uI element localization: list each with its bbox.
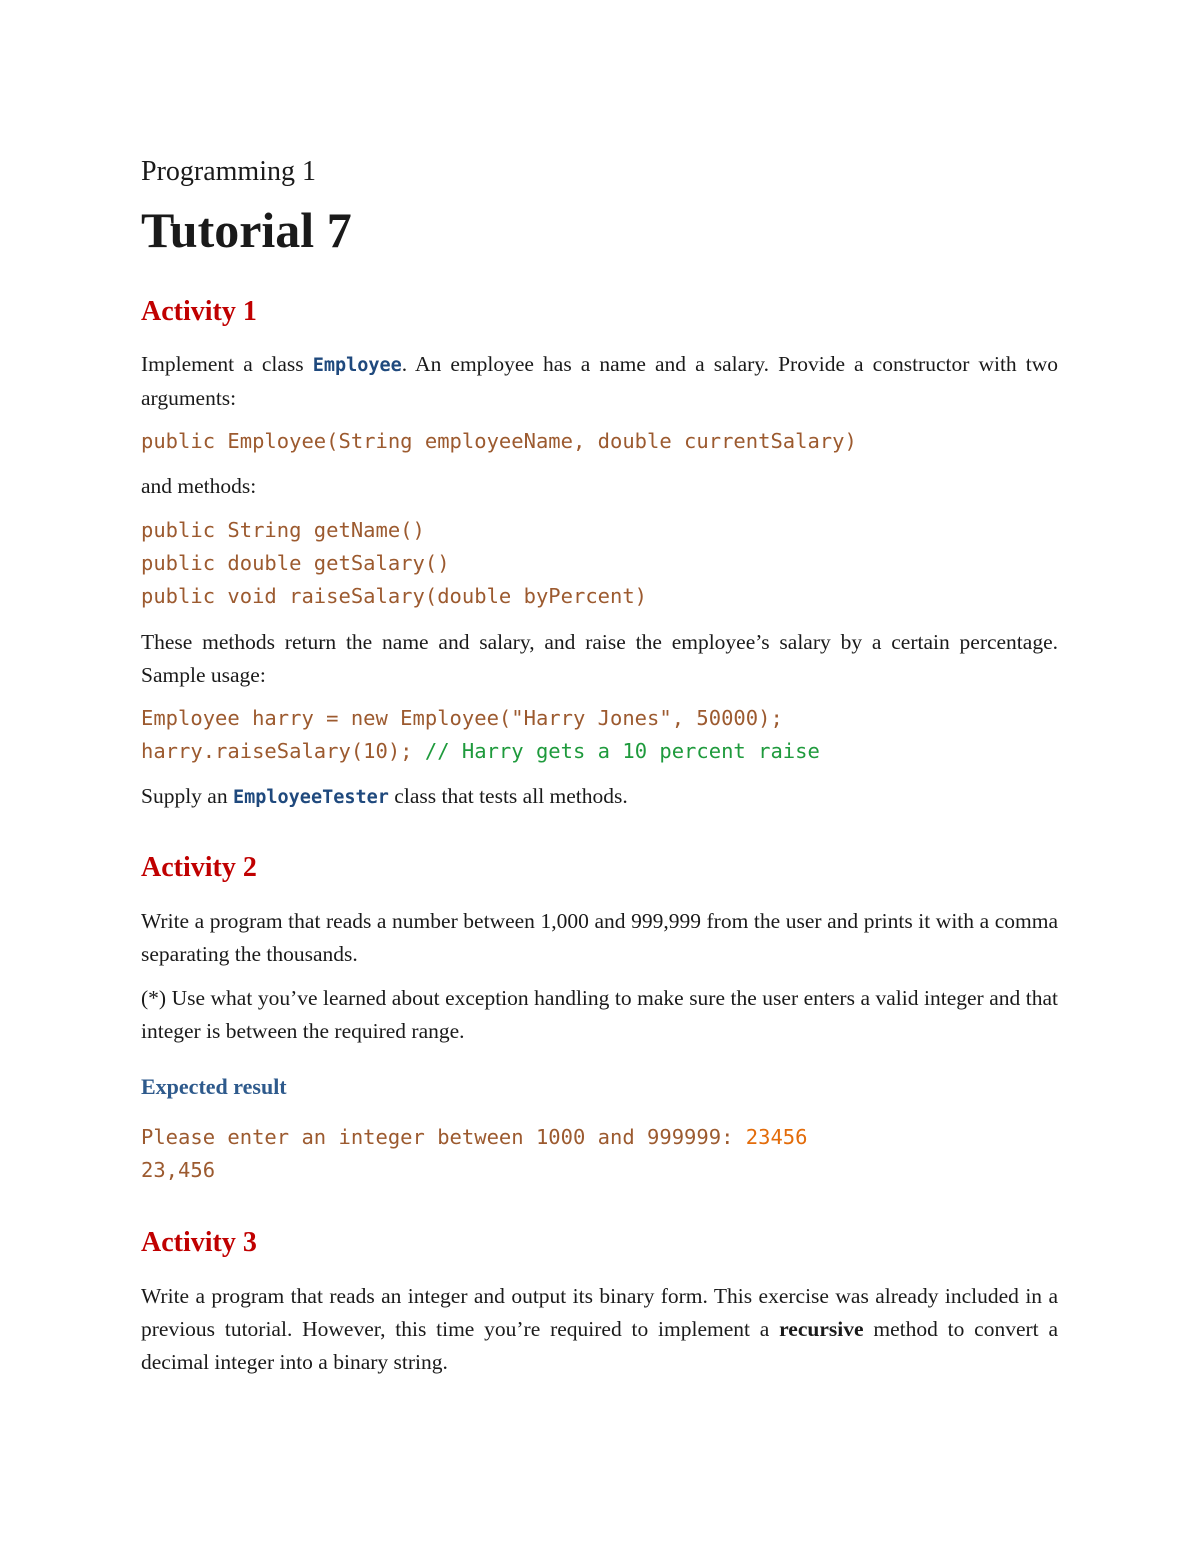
page-title: Tutorial 7: [141, 202, 352, 258]
method-code-line: public void raiseSalary(double byPercent): [141, 584, 648, 608]
methods-label: and methods:: [141, 474, 257, 498]
output-line: 23,456: [141, 1158, 216, 1182]
activity-1-supply: Supply an EmployeeTester class that tests all methods.: [141, 784, 628, 808]
sample-code-line: Employee harry = new Employee("Harry Jones", 50000);: [141, 706, 783, 730]
activity-2-paragraph: (*) Use what you’ve learned about exception handling to make sure the user enters a valid integer and that integer is between the required range.: [141, 986, 1058, 1043]
emphasis-recursive: recursive: [779, 1317, 864, 1341]
activity-2-heading: Activity 2: [141, 852, 257, 883]
activity-1-intro: Implement a class Employee. An employee has a name and a salary. Provide a constructor with two arguments:: [141, 352, 1058, 410]
method-code-line: public String getName(): [141, 518, 425, 542]
activity-1-description: These methods return the name and salary, and raise the employee’s salary by a certain percentage. Sample usage:: [141, 630, 1058, 687]
code-comment: // Harry gets a 10 percent raise: [424, 739, 820, 763]
activity-2-paragraph: Write a program that reads a number between 1,000 and 999,999 from the user and prints it with a comma separating the thousands.: [141, 909, 1058, 966]
sample-code-line: harry.raiseSalary(10); // Harry gets a 10 percent raise: [141, 739, 820, 763]
expected-result-heading: Expected result: [141, 1074, 287, 1099]
inline-code-employee: Employee: [312, 355, 402, 376]
activity-1-heading: Activity 1: [141, 296, 257, 327]
inline-code-employee-tester: EmployeeTester: [232, 787, 389, 808]
user-input-value: 23456: [745, 1125, 808, 1149]
output-line: Please enter an integer between 1000 and 999999: 23456: [141, 1125, 808, 1149]
constructor-code: public Employee(String employeeName, double currentSalary): [141, 429, 857, 453]
activity-3-heading: Activity 3: [141, 1227, 257, 1258]
method-code-line: public double getSalary(): [141, 551, 450, 575]
activity-3-paragraph: Write a program that reads an integer and output its binary form. This exercise was already included in a previous tutorial. However, this time you’re required to implement a recursive method to convert a decimal integer into a binary string.: [141, 1284, 1058, 1374]
course-name: Programming 1: [141, 156, 316, 187]
